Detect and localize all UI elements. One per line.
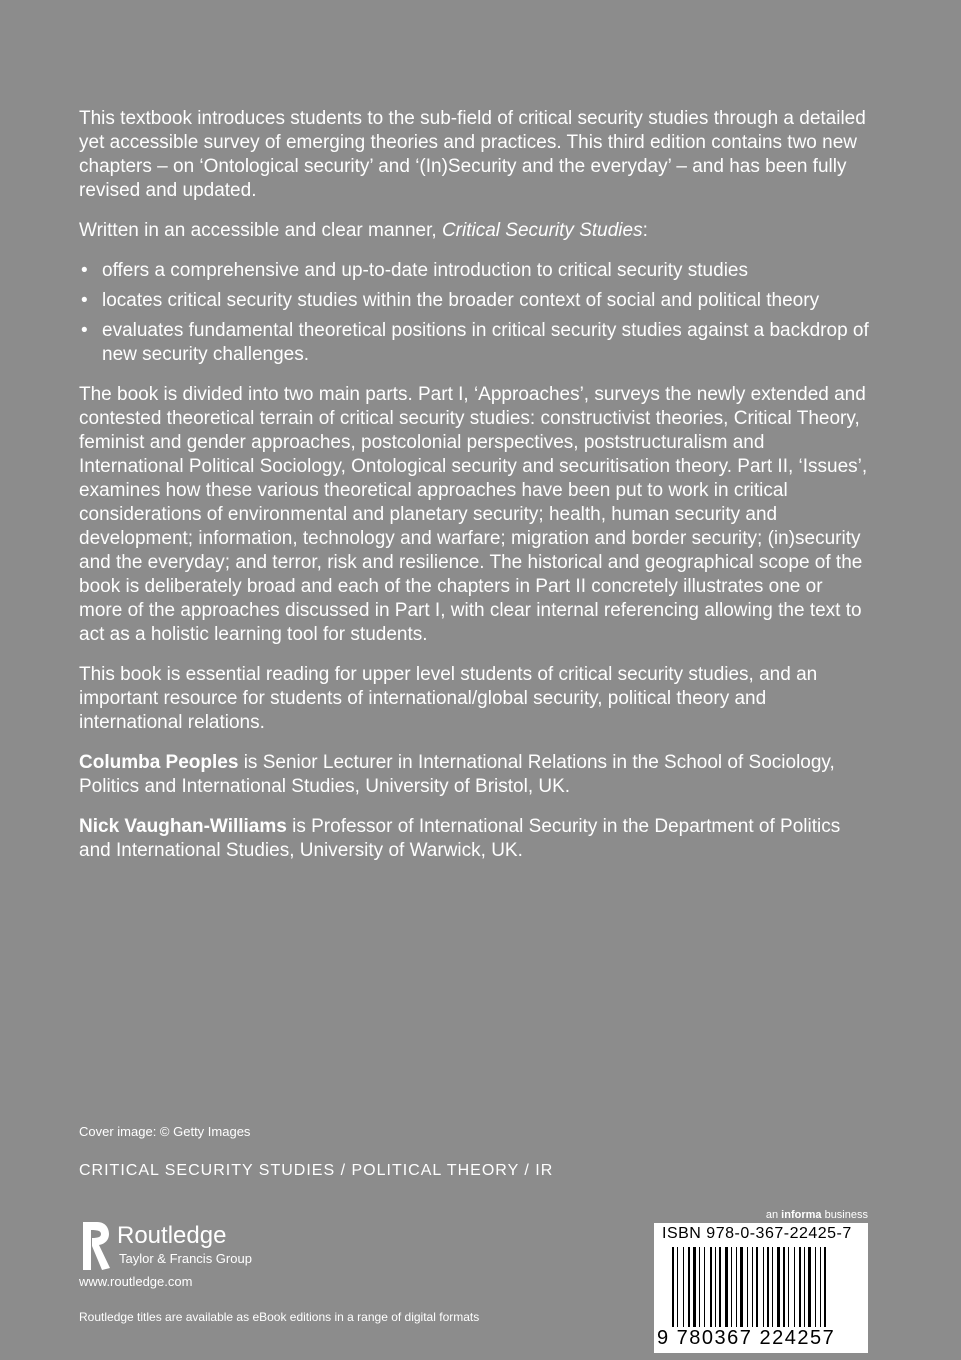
list-item-text: evaluates fundamental theoretical positions in critical security studies against a backdrop of new security challenges. xyxy=(102,320,869,365)
back-cover-text xyxy=(79,107,869,879)
informa-suffix: business xyxy=(821,1209,868,1221)
informa-prefix: an xyxy=(765,1209,782,1221)
list-item-text: offers a comprehensive and up-to-date introduction to critical security studies xyxy=(102,260,748,281)
features-lead-prefix: Written in an accessible and clear manner, xyxy=(79,220,442,241)
features-lead-suffix: : xyxy=(642,220,648,241)
bullet-icon: • xyxy=(81,260,88,281)
publisher-name: Routledge xyxy=(117,1222,227,1249)
barcode-digits: 9 780367 224257 xyxy=(657,1327,836,1349)
audience-paragraph: This book is essential reading for upper level students of critical security studies, and an important resource for students of international/global security, political theory and international relations. xyxy=(79,664,818,733)
feature-list xyxy=(79,259,869,367)
subject-categories: CRITICAL SECURITY STUDIES / POLITICAL THEORY / IR xyxy=(79,1162,554,1179)
list-item xyxy=(79,289,869,313)
ebook-note: Routledge titles are available as eBook editions in a range of digital formats xyxy=(79,1310,480,1324)
book-title: Critical Security Studies xyxy=(441,220,643,241)
publisher-group: Taylor & Francis Group xyxy=(119,1251,252,1266)
list-item xyxy=(79,259,869,283)
intro-paragraph: This textbook introduces students to the sub-field of critical security studies through a detailed yet accessible survey of emerging theories and practices. This third edition contains two new chapters – on ‘Ontological security’ and ‘(In)Security and the everyday’ – and has been fully revised and updated. xyxy=(79,108,866,201)
list-item-text: locates critical security studies within the broader context of social and political theory xyxy=(102,290,820,311)
routledge-r-icon xyxy=(79,1222,111,1270)
author-name: Columba Peoples xyxy=(79,752,239,773)
features-lead xyxy=(79,219,869,243)
list-item xyxy=(79,319,869,367)
bullet-icon: • xyxy=(81,290,88,311)
structure-paragraph: The book is divided into two main parts. Part I, ‘Approaches’, surveys the newly extended and contested theoretical terrain of critical security studies: constructivist theories, Critical Theory, feminist and gender approaches, postcolonial perspectives, poststructuralism and International Political Sociology, Ontological security and securitisation theory. Part II, ‘Issues’, examines how these various theoretical approaches have been put to work in critical considerations of environmental and planetary security; health, human security and development; information, technology and warfare; migration and border security; (in)security and the everyday; and terror, risk and resilience. The historical and geographical scope of the book is deliberately broad and each of the chapters in Part II concretely illustrates one or more of the approaches discussed in Part I, with clear internal referencing allowing the text to act as a holistic learning tool for students. xyxy=(79,384,868,645)
author-bio xyxy=(79,751,869,799)
publisher-website[interactable]: www.routledge.com xyxy=(79,1274,193,1289)
author-name: Nick Vaughan-Williams xyxy=(79,816,287,837)
informa-bold: informa xyxy=(781,1209,822,1221)
bullet-icon: • xyxy=(81,320,88,341)
author-bio-text: is Professor of International Security in the Department of Politics and International Studies, University of Warwick, UK. xyxy=(79,816,841,861)
author-bio xyxy=(79,815,869,863)
author-bio-text: is Senior Lecturer in International Relations in the School of Sociology, Politics and International Studies, University of Bristol, UK. xyxy=(79,752,835,797)
cover-credit: Cover image: © Getty Images xyxy=(79,1124,251,1139)
isbn-text: ISBN 978-0-367-22425-7 xyxy=(662,1225,852,1242)
isbn-barcode xyxy=(654,1223,868,1353)
informa-tagline xyxy=(766,1209,868,1221)
